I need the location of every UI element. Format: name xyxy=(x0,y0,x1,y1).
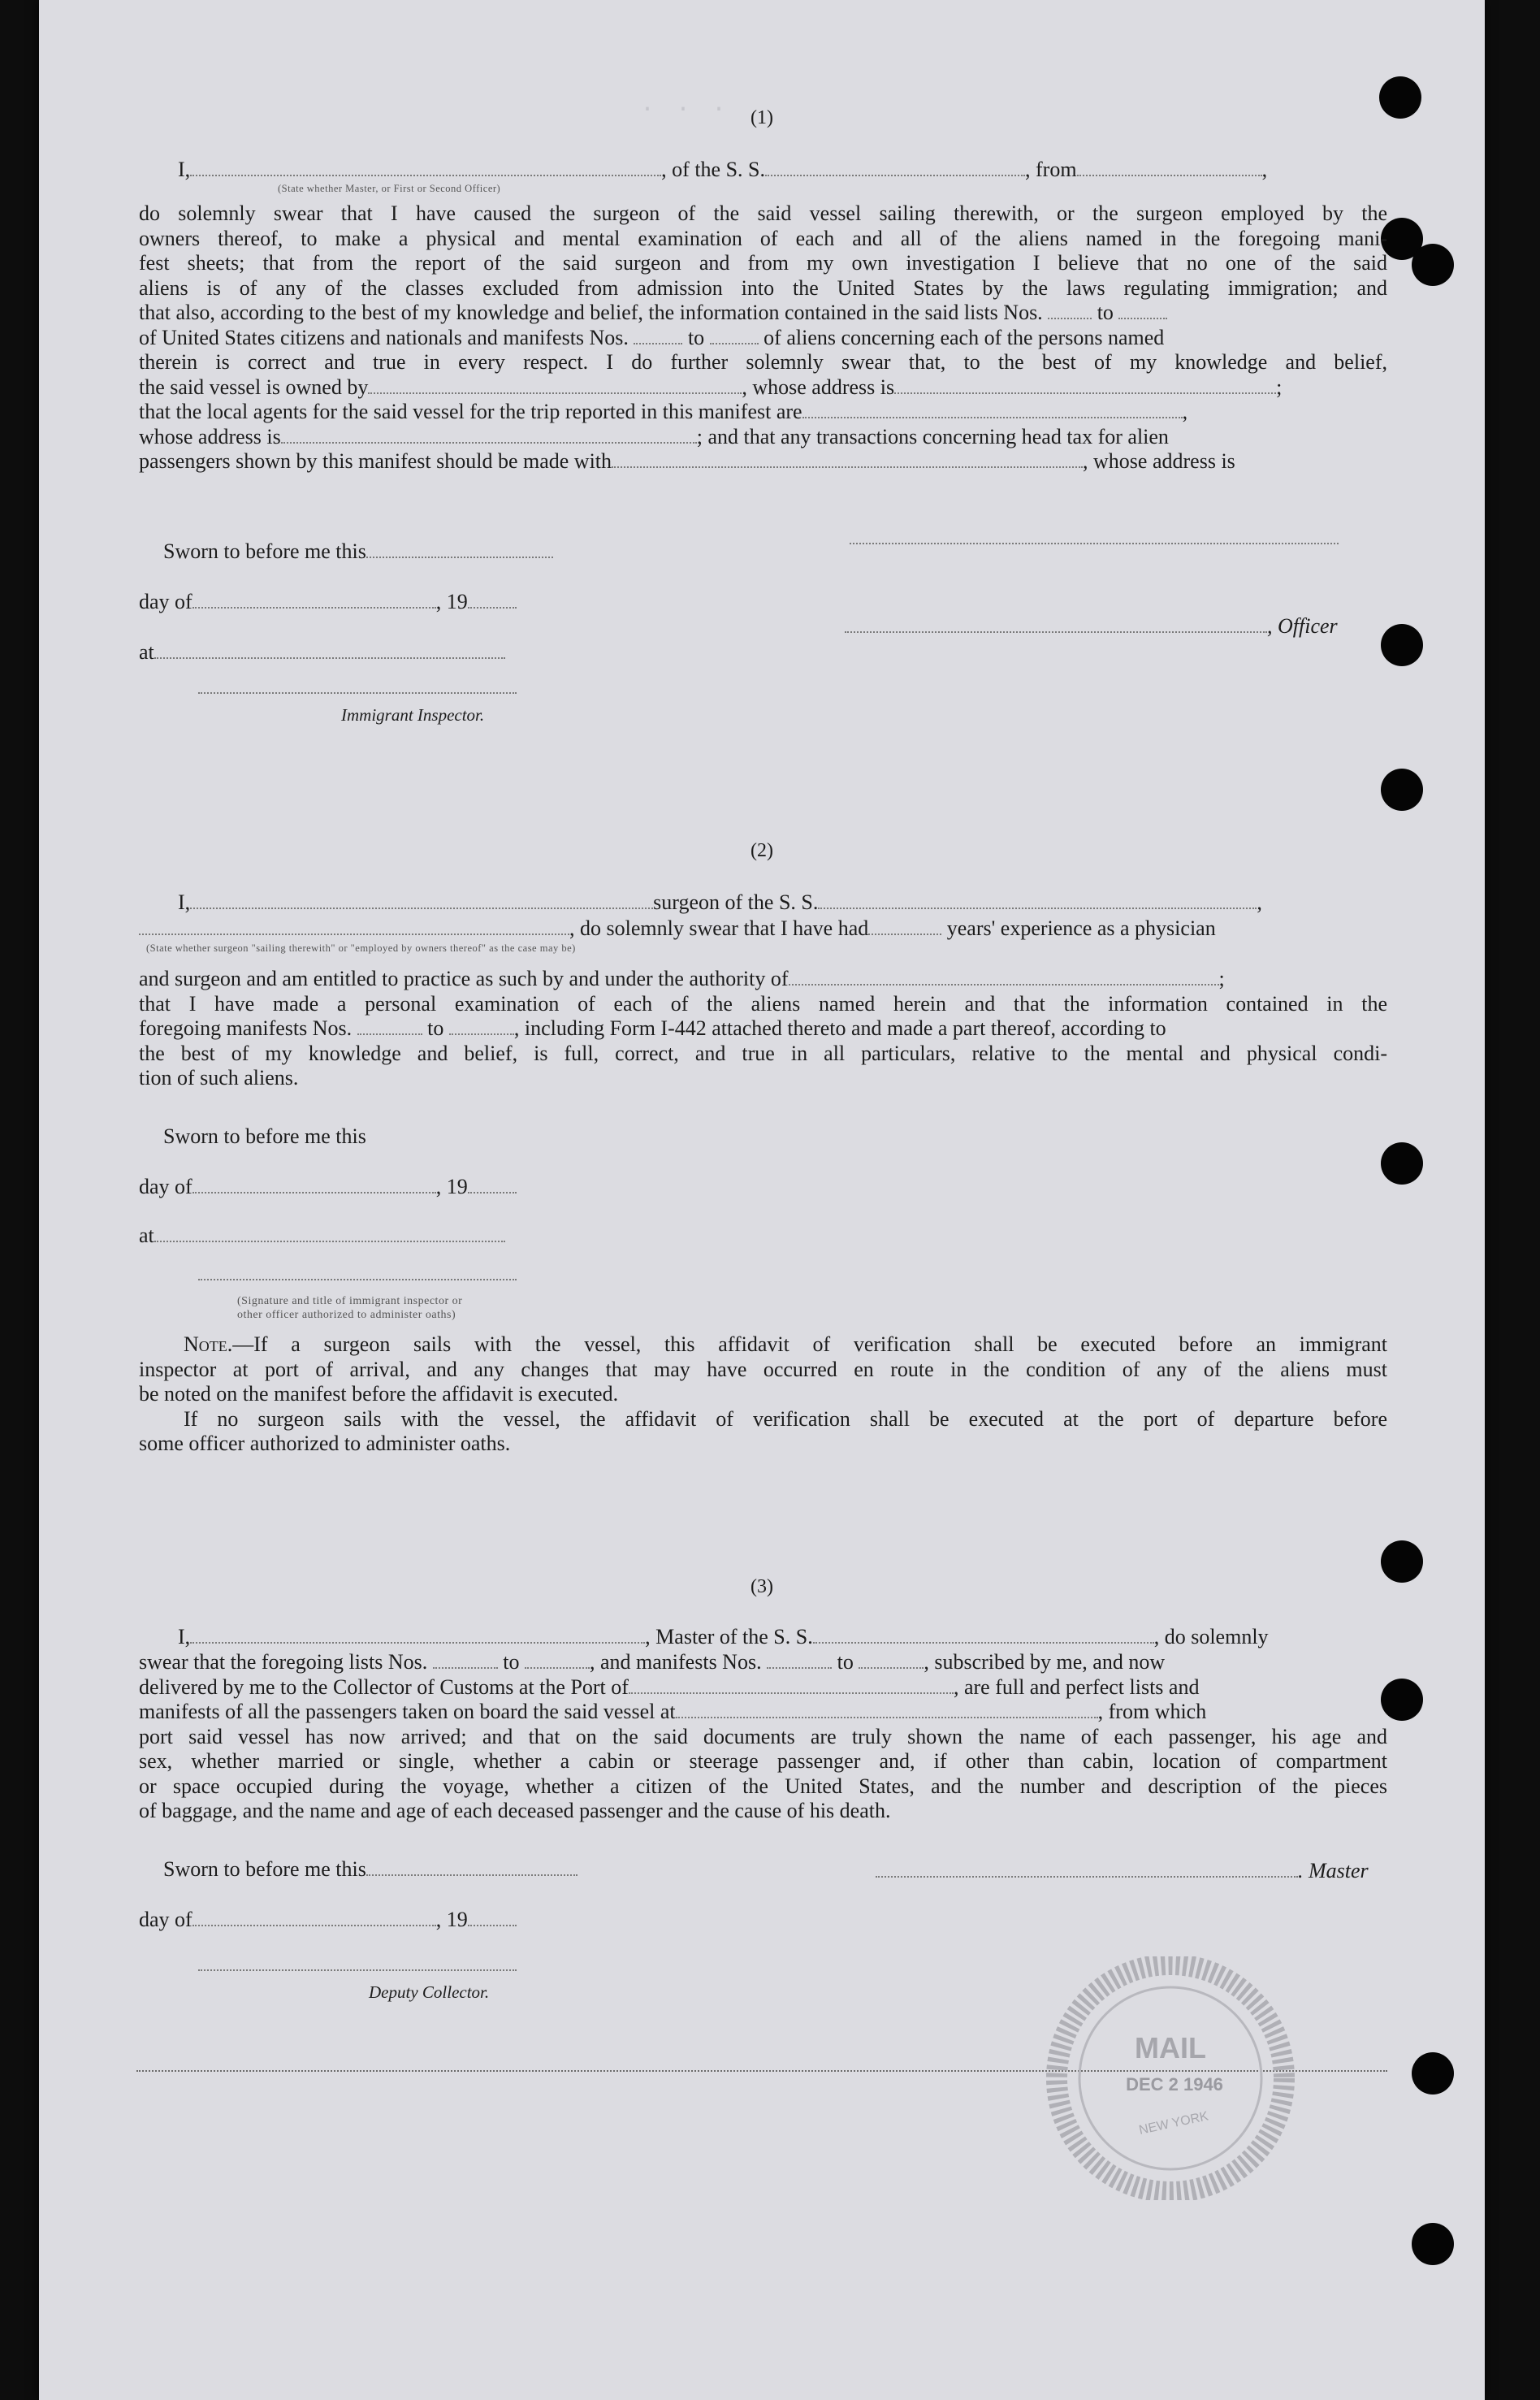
s3-body: swear that the foregoing lists Nos. to , and manifests Nos. to , subscribed by me, and now delivered by me to the Collector of Customs at the Port of , are full and perfect lists and manifests of all the passengers taken on board the said vessel at , from which port said vessel has now arrived; and that on the said documents are truly shown the name of each passenger, his age and sex, whether married or single, whether a cabin or steerage passenger and, if other than cabin, location of compartment or space occupied during the voyage, whether a citizen of the United States, and the number and description of the pieces of baggage, and the name and age of each deceased passenger and the cause of his death. xyxy=(139,1650,1387,1822)
svg-text:DEC 2 1946: DEC 2 1946 xyxy=(1126,2074,1223,2095)
s2-at: at xyxy=(139,1224,1387,1248)
s2-line-2: , do solemnly swear that I have had years' experience as a physician xyxy=(139,916,1387,941)
s3-collector-label: Deputy Collector. xyxy=(369,1982,490,2002)
s2-body: and surgeon and am entitled to practice as such by and under the authority of ; that I have made a personal examination of each of the aliens named herein and that the information contained in the foregoing manifests Nos. to , including Form I-442 attached thereto and made a part thereof, according to the best of my knowledge and belief, is full, correct, and true in all particulars, relative to the mental and physical condi- tion of such aliens. xyxy=(139,967,1387,1090)
svg-text:NEW YORK: NEW YORK xyxy=(1137,2109,1210,2138)
s2-note: Note.—If a surgeon sails with the vessel, this affidavit of verification shall be executed before an immigrant inspector at port of arrival, and any changes that may have occurred en route in the condition of any of the aliens must be noted on the manifest before the affidavit is executed. If no surgeon sails with the vessel, the affidavit of verification shall be executed at the port of departure before some officer authorized to administer oaths. xyxy=(139,1332,1387,1455)
s2-sworn: Sworn to before me this xyxy=(163,1124,366,1148)
s2-caption: (State whether surgeon "sailing therewith" or "employed by owners thereof" as the case may be) xyxy=(146,942,576,954)
s1-sworn: Sworn to before me this xyxy=(139,539,1387,564)
s1-inspector-label: Immigrant Inspector. xyxy=(341,705,485,725)
bleed-through: · · · xyxy=(640,96,730,123)
punch-hole xyxy=(1412,2052,1454,2095)
s3-master: . Master xyxy=(876,1859,1379,1883)
section-3-number: (3) xyxy=(751,1576,773,1597)
s3-sworn: Sworn to before me this xyxy=(139,1857,1387,1882)
s1-at: at xyxy=(139,640,1387,665)
punch-hole xyxy=(1412,2223,1454,2265)
s1-caption: (State whether Master, or First or Second Officer) xyxy=(278,183,501,194)
s1-officer: , Officer xyxy=(845,614,1365,639)
s2-sig-caption-1: (Signature and title of immigrant inspector or xyxy=(237,1295,463,1307)
punch-hole xyxy=(1381,769,1423,811)
s3-day: day of , 19 xyxy=(139,1908,1387,1932)
punch-hole xyxy=(1412,244,1454,286)
postal-stamp xyxy=(1045,1956,1296,2200)
s1-line-1: I, , of the S. S. , from , xyxy=(178,158,1268,181)
s3-line-1: I, , Master of the S. S. , do solemnly xyxy=(178,1625,1269,1648)
section-2-number: (2) xyxy=(751,840,773,861)
section-1-number: (1) xyxy=(751,107,773,128)
s2-day: day of , 19 xyxy=(139,1175,1387,1199)
s2-line-1: I, surgeon of the S. S. , xyxy=(178,890,1262,914)
manifest-back-page xyxy=(39,0,1485,2400)
s2-sig-caption-2: other officer authorized to administer oaths) xyxy=(237,1309,456,1321)
s1-officer-signature-line xyxy=(850,543,1339,544)
s1-body: do solemnly swear that I have caused the surgeon of the said vessel sailing therewith, or the surgeon employed by the owners thereof, to make a physical and mental examination of each and all of the aliens named in the foregoing mani- fest sheets; that from the report of the said surgeon and from my own investigation I believe that no one of the said aliens is of any of the classes excluded from admission into the United States by the laws regulating immigration; and that also, according to the best of my knowledge and belief, the information contained in the said lists Nos. to of United States citizens and nationals and manifests Nos. to of aliens concerning each of the persons named therein is correct and true in every respect. I do further solemnly swear that, to the best of my knowledge and belief, the said vessel is owned by , whose address is ; that the local agents for the said vessel for the trip reported in this manifest are , whose address is ; and that any transactions concerning head tax for alien passengers shown by this manifest should be made with , whose address is xyxy=(139,201,1387,473)
s1-inspector-signature-line xyxy=(198,692,517,694)
svg-text:MAIL: MAIL xyxy=(1135,2031,1206,2064)
s3-collector-signature-line xyxy=(198,1969,517,1971)
s1-day: day of , 19 xyxy=(139,590,1387,614)
s2-signature-line xyxy=(198,1279,517,1280)
